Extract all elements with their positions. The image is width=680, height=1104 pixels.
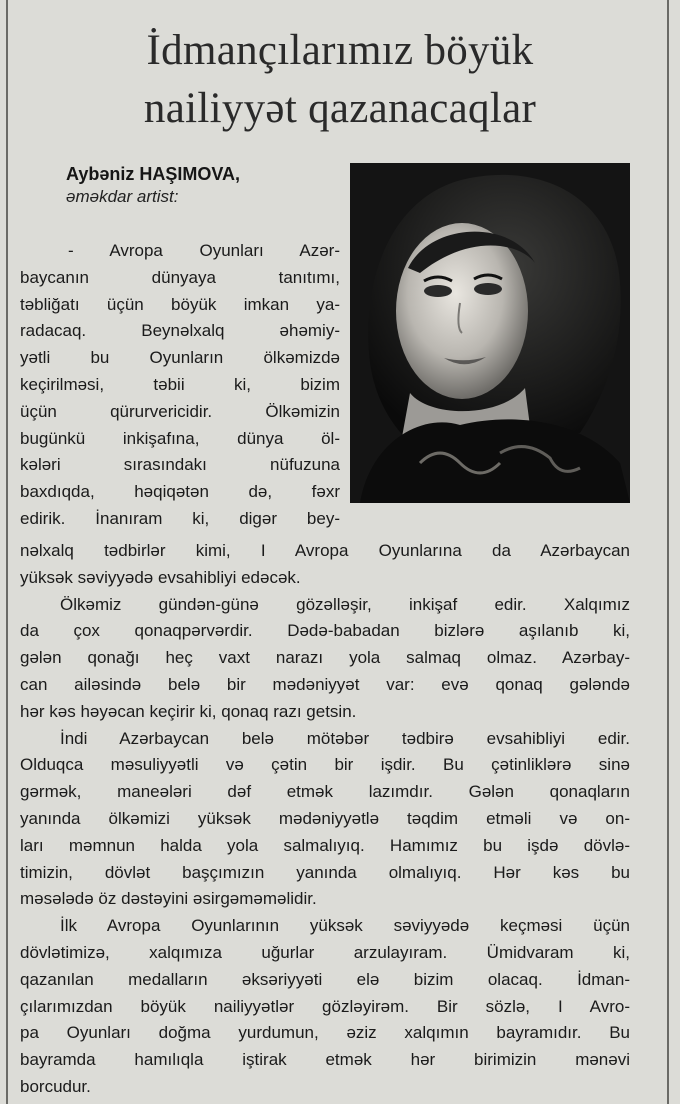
text-line: gələn qonağı heç vaxt narazı yola salmaq olmaz. Azərbay-	[20, 648, 630, 668]
author-title: əməkdar artist:	[66, 187, 179, 206]
text-line: İlk Avropa Oyunlarının yüksək səviyyədə keçməsi üçün	[60, 916, 630, 936]
text-line: üçün qürurvericidir. Ölkəmizin	[20, 401, 340, 421]
text-line: təbliğatı üçün böyük imkan ya-	[20, 294, 340, 314]
text-line: dövlətimizə, xalqımıza uğurlar arzulayıram. Ümidvaram ki,	[20, 942, 630, 962]
column-rule-right	[667, 0, 669, 1104]
text-line: yanında ölkəmizi yüksək mədəniyyətlə təqdim etməli və on-	[20, 808, 630, 828]
text-line: ları məmnun halda yola salmalıyıq. Hamımız bu işdə dövlə-	[20, 835, 630, 855]
text-line: baxdıqda, həqiqətən də, fəxr	[20, 482, 340, 502]
text-line: məsələdə öz dəstəyini əsirgəməməlidir.	[20, 889, 317, 909]
article-body	[20, 538, 630, 1101]
text-line: da çox qonaqpərvərdir. Dədə-babadan bizlərə aşılanıb ki,	[20, 621, 630, 641]
text-line: edirik. İnanıram ki, digər bey-	[20, 508, 340, 528]
text-line: kələri sırasındakı nüfuzuna	[20, 455, 340, 475]
text-line: yüksək səviyyədə evsahibliyi edəcək.	[20, 567, 301, 587]
text-line: baycanın dünyaya tanıtımı,	[20, 267, 340, 287]
author-name: Aybəniz HAŞIMOVA,	[66, 164, 241, 184]
text-line: Ölkəmiz gündən-günə gözəlləşir, inkişaf edir. Xalqımız	[60, 594, 630, 614]
text-line: can ailəsində belə bir mədəniyyət var: evə qonaq gələndə	[20, 674, 630, 694]
text-line: çılarımızdan böyük nailiyyətlər gözləyirəm. Bir sözlə, I Avro-	[20, 996, 630, 1016]
headline-line-1: İdmançılarımız böyük	[146, 27, 534, 74]
text-line: bayramda hamılıqla iştirak etmək hər birimizin mənəvi	[20, 1050, 630, 1070]
author-portrait-photo	[350, 163, 630, 503]
text-line: gərmək, maneələri dəf etmək lazımdır. Gələn qonaqların	[20, 782, 630, 802]
intro-paragraph	[20, 238, 340, 533]
byline	[66, 162, 346, 208]
text-line: Olduqca məsuliyyətli və çətin bir işdir. Bu çətinliklərə sinə	[20, 755, 630, 775]
text-line: radacaq. Beynəlxalq əhəmiy-	[20, 321, 340, 341]
text-line: pa Oyunları doğma yurdumun, əziz xalqımın bayramıdır. Bu	[20, 1023, 630, 1043]
text-line: yətli bu Oyunların ölkəmizdə	[20, 348, 340, 368]
text-line: İndi Azərbaycan belə mötəbər tədbirə evsahibliyi edir.	[60, 728, 630, 748]
text-line: hər kəs həyəcan keçirir ki, qonaq razı getsin.	[20, 701, 357, 721]
portrait-photo-icon	[350, 163, 630, 503]
text-line: borcudur.	[20, 1076, 91, 1096]
text-line: bugünkü inkişafına, dünya öl-	[20, 428, 340, 448]
text-line: timizin, dövlət başçımızın yanında olmalıyıq. Hər kəs bu	[20, 862, 630, 882]
headline-line-2: nailiyyət qazanacaqlar	[143, 85, 537, 132]
column-rule-left	[6, 0, 8, 1104]
text-line: - Avropa Oyunları Azər-	[68, 241, 340, 260]
text-line: qazanılan medalların əksəriyyəti elə bizim olacaq. İdman-	[20, 969, 630, 989]
text-line: nəlxalq tədbirlər kimi, I Avropa Oyunlarına da Azərbaycan	[20, 541, 630, 560]
article-headline	[20, 22, 660, 138]
text-line: keçirilməsi, təbii ki, bizim	[20, 374, 340, 394]
